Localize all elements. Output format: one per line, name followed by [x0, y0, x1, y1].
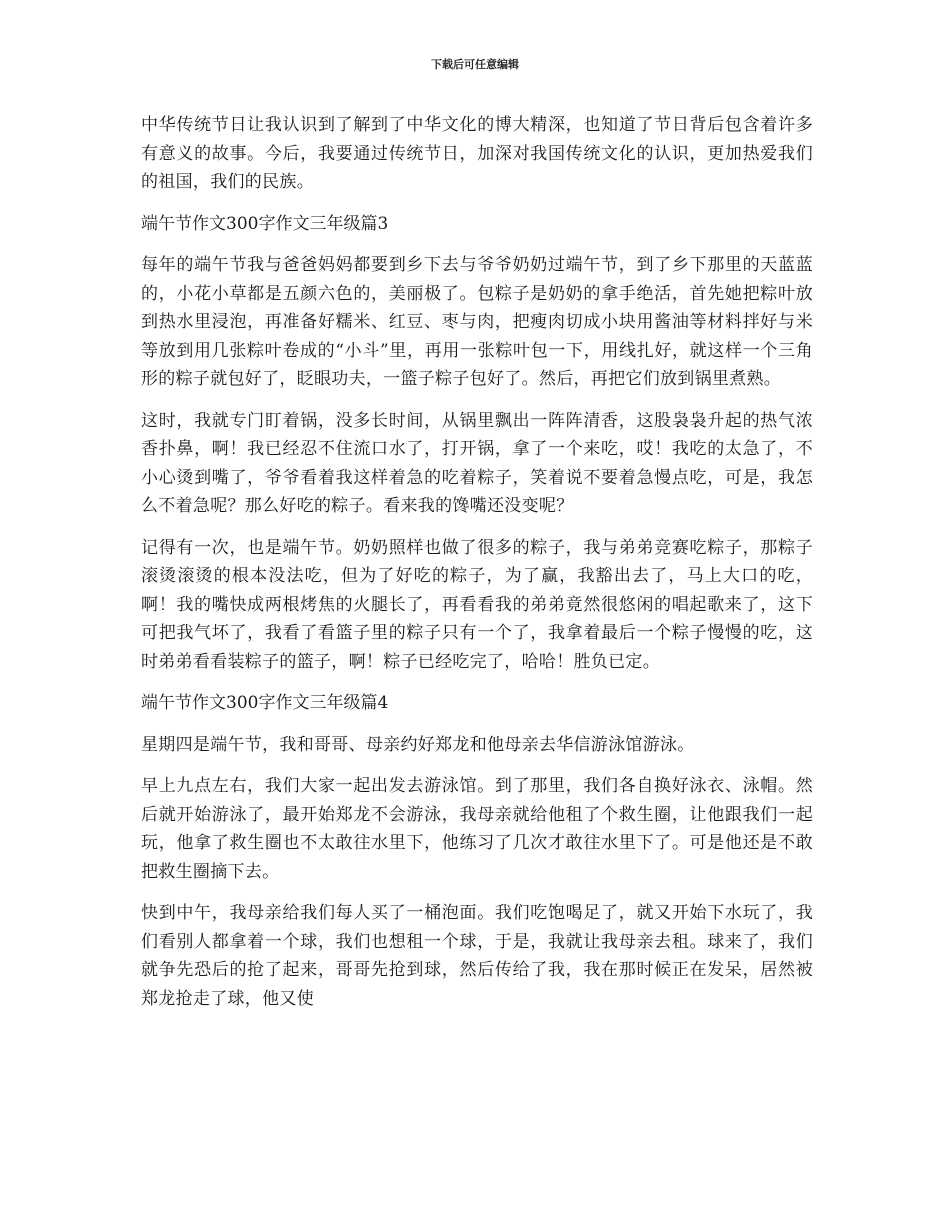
- paragraph: 快到中午，我母亲给我们每人买了一桶泡面。我们吃饱喝足了，就又开始下水玩了，我们看别人都拿着一个球，我们也想租一个球，于是，我就让我母亲去租。球来了，我们就争先恐后的抢了起来，哥哥先抢到球，然后传给了我，我在那时候正在发呆，居然被郑龙抢走了球，他又使: [141, 903, 813, 1009]
- document-body: [141, 111, 813, 1026]
- section-heading: 端午节作文300字作文三年级篇4: [141, 693, 389, 713]
- paragraph: 星期四是端午节，我和哥哥、母亲约好郑龙和他母亲去华信游泳馆游泳。: [141, 734, 695, 755]
- paragraph: 这时，我就专门盯着锅，没多长时间，从锅里飘出一阵阵清香，这股袅袅升起的热气浓香扑鼻，啊！我已经忍不住流口水了，打开锅，拿了一个来吃，哎！我吃的太急了，不小心烫到嘴了，爷爷看着我这样着急的吃着粽子，笑着说不要着急慢点吃，可是，我怎么不着急呢？那么好吃的粽子。看来我的馋嘴还没变呢？: [141, 410, 813, 516]
- section-heading: 端午节作文300字作文三年级篇3: [141, 213, 389, 234]
- page-header: 下载后可任意编辑: [431, 58, 519, 71]
- paragraph: 每年的端午节我与爸爸妈妈都要到乡下去与爷爷奶奶过端午节，到了乡下那里的天蓝蓝的，小花小草都是五颜六色的，美丽极了。包粽子是奶奶的拿手绝活，首先她把粽叶放到热水里浸泡，再准备好糯米、红豆、枣与肉，把瘦肉切成小块用酱油等材料拌好与米等放到用几张粽叶卷成的“小斗”里，再用一张粽叶包一下，用线扎好，就这样一个三角形的粽子就包好了，眨眼功夫，一篮子粽子包好了。然后，再把它们放到锅里煮熟。: [141, 255, 813, 389]
- paragraph: 早上九点左右，我们大家一起出发去游泳馆。到了那里，我们各自换好泳衣、泳帽。然后就开始游泳了，最开始郑龙不会游泳，我母亲就给他租了个救生圈，让他跟我们一起玩，他拿了救生圈也不太敢往水里下，他练习了几次才敢往水里下了。可是他还是不敢把救生圈摘下去。: [141, 776, 813, 882]
- paragraph: 中华传统节日让我认识到了解到了中华文化的博大精深，也知道了节日背后包含着许多有意义的故事。今后，我要通过传统节日，加深对我国传统文化的认识，更加热爱我们的祖国，我们的民族。: [141, 115, 813, 192]
- paragraph: 记得有一次，也是端午节。奶奶照样也做了很多的粽子，我与弟弟竞赛吃粽子，那粽子滚烫滚烫的根本没法吃，但为了好吃的粽子，为了赢，我豁出去了，马上大口的吃，啊！我的嘴快成两根烤焦的火腿长了，再看看我的弟弟竟然很悠闲的唱起歌来了，这下可把我气坏了，我看了看篮子里的粽子只有一个了，我拿着最后一个粽子慢慢的吃，这时弟弟看看装粽子的篮子，啊！粽子已经吃完了，哈哈！胜负已定。: [141, 537, 813, 672]
